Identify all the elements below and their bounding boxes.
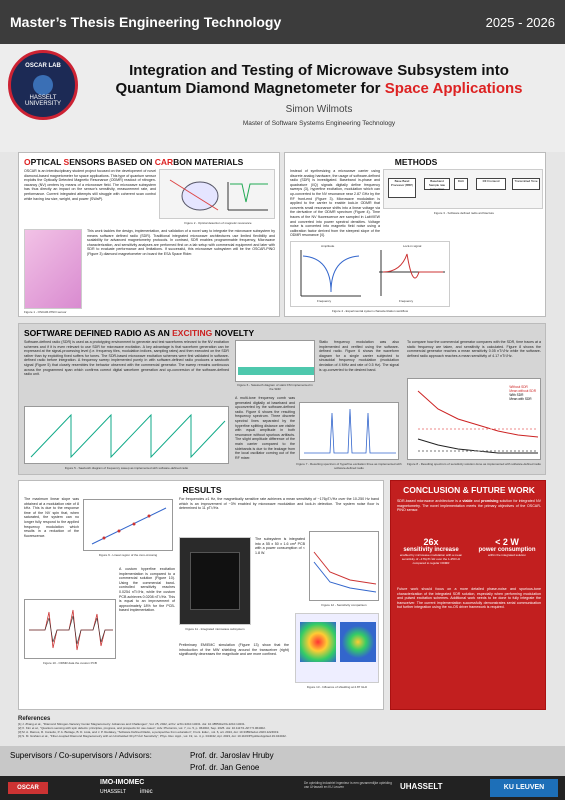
uhasselt-logo: UHASSELT <box>400 782 443 791</box>
c-b1b: viable <box>462 499 473 503</box>
results-body-3: A custom hyperfine excitation implementation is compared to a commercial solution (Figure 10). Using the commercial band-controlled sensitivity reaches 0.0254 nT/√Hz, while the custom PCB achieves 0.0208 nT/√Hz. This is equal to an improvement of approximately 18% for the PCB-based implementation. <box>119 567 175 613</box>
sawtooth-plot <box>25 407 230 465</box>
imo-logo: IMO-IMOMEC <box>100 779 145 786</box>
t-ptical: PTICAL <box>30 157 64 167</box>
program-note: De opleiding industriel ingenieur is een gezamenlijke opleiding van UHasselt en KU Leuven <box>304 781 392 789</box>
block-sample-rate: Baseband Sample rate conversion <box>424 178 450 190</box>
reference-3: [3] M. A. Ramos, R. Coraolio, P. A. Buttage, B. D. Lista, and J. P. Redakey, "Software Defined Radio, a perspective from education", Front. Educ., vol. 6, art. 2024, doi: 10.3389/feduc.2023.1224619. <box>18 730 280 734</box>
fig8-chart <box>407 378 541 460</box>
c-b1a: SDR-based microwave architecture is a <box>397 499 463 503</box>
reference-1: [1] J. Zhang et al., "Diamond Nitrogen-Vacancy Center Magnetometry: Advances and Challenges", Vol. 25, 2022, arXiv: arXiv:2210.13231. doi: 10.48550/arXiv.2210.13231. <box>18 722 246 726</box>
odmr-figure <box>159 169 275 219</box>
oscar-pino-photo <box>24 229 82 309</box>
legend-4: Mean with SDR <box>509 397 532 401</box>
legend-1: Without SDR <box>509 385 528 389</box>
t-o: O <box>24 157 31 167</box>
poster-title <box>84 62 554 98</box>
workflow-amplitude: Amplitude <box>321 244 335 248</box>
fig9-caption: Figure 9 - Linear region of the zero-crossing <box>98 553 158 557</box>
fig7-chart <box>299 402 399 460</box>
affiliation: Master of Software Systems Engineering Technology <box>242 120 396 127</box>
top-bar <box>0 0 565 44</box>
fig4-caption: Figure 4 - Experimental system characterization workflow <box>331 309 409 313</box>
workflow-xlabel-1: Frequency <box>317 299 332 303</box>
fm-plot <box>236 341 316 383</box>
results-body-1: The maximum linear slope was obtained at a modulation rate of 8 kHz. This is due to the response time of the NV spin that, when saturated, the system can no longer fully respond to the applied frequency modulation which results in a reduction of the fluorescence. <box>24 497 79 538</box>
logo-top-text: OSCAR LAB <box>25 63 61 69</box>
block-bbp: Base Band Processor (BBP) <box>388 178 416 198</box>
optical-panel <box>18 152 280 317</box>
t-car: CAR <box>154 157 174 167</box>
fig5-caption: Figure 5 - Sawtooth diagram of frequency sweep as implemented with software-defined radio <box>64 466 189 470</box>
reference-4: [4] S. M. Graham et al., "Fiber-coupled Diamond Magnetometry with an Unshielded 30 pT/√Hz Sensitivity", Phys. Rev. Appl., vol. 19, no. 4, p. 044042, Apr. 2023, doi: 10.1103/PhysRevApplied.19.044042. <box>18 734 287 738</box>
sdr-body-2: Static frequency modulation was also implemented and verified using the software-defined radio. Figure 6 shows the waveform diagram for a single carrier subjected to sinusoidal frequency modulation (modulation deviation of 4 MHz and rate of 0.5 Hz). The signal is up-converted to the desired band. <box>319 340 399 372</box>
workflow-xlabel-2: Frequency <box>399 299 414 303</box>
fig5-chart <box>24 406 229 464</box>
optical-body-2: This work tackles the design, implementation, and validation of a novel way to integrate the microwave subsystem by means software defined radio (SDR). Traditional integrated microwave architectures use limited flexibility and scalability for advanced magnetometry protocols. In contrast, SDR enables programmable frequency, Microwave characterization, and sensitivity analyses are performed first on a lab setup with commercial equipment and later with SDR to evaluate performance and limitations. If successful, this microwave subsystem will be the OSCAR-PINO (Figure 3) diamond magnetometer on board the ESA Space Rider. <box>87 229 275 256</box>
stat2-label: power consumption <box>478 547 536 553</box>
sensitivity-comparison-plot <box>310 532 380 602</box>
fig13-caption: Figure 13 - Influence of shielding at 2.87 GHz <box>306 685 368 689</box>
fig6-chart <box>235 340 315 382</box>
fig8-caption: Figure 8 - Resulting spectrum of sensitivity solution done as implemented with software-defined radio <box>407 462 541 466</box>
sdr-architecture-diagram <box>383 169 543 209</box>
logo-bottom-text: HASSELT UNIVERSITY <box>24 95 61 107</box>
results-title: RESULTS <box>182 485 222 495</box>
supervisor-1: Prof. dr. Jaroslav Hruby <box>190 751 274 760</box>
conclusion-panel <box>390 480 546 710</box>
fig10-caption: Figure 10 - ODMR data the custom PCB <box>43 661 97 665</box>
fig1-caption: Figure 1 - OSCAR-PINO sensor <box>24 310 67 314</box>
fig7-caption: Figure 7 - Resulting spectrum of hyperfine excitation three as implemented with software-defined radio <box>296 462 402 470</box>
odmr-diagram <box>160 170 276 220</box>
sdr-title-c: NOVELTY <box>214 328 255 338</box>
title-line-1: Integration and Testing of Microwave Subsystem into <box>129 62 509 79</box>
fig12-caption: Figure 12 - Sensitivity comparison <box>321 603 367 607</box>
globe-icon <box>33 75 53 95</box>
fig13-simulation <box>295 613 379 683</box>
spectrum-plot <box>300 403 400 461</box>
sdr-body-1: Software-defined radio (SDR) is used as a prototyping environment to generate and test waveforms relevant to the NV excitation schemes and if it is even relevant to use SDR for microwave excitation. A key advantage is that waveform generation can be expressed at the signal-processing level (i.e. frequency tiles, modulation indices, sampling rates) and then executed on the SDR rather than by exploiting fixed suffers for tones. The SDR-based microwave excitation schemes were first validated in software-defined radio before integration. A frequency sweep implemented purely in with software-defined radio produces a sawtooth signal (Figure 5) that closely resembles the behavior observed with the commercial generator. The sweep remains continuous across the programmed span which confirms correct digital waveform generation and up-conversion of the software-defined radio unit. <box>24 340 229 377</box>
uh-small-logo: UHASSELT <box>100 789 127 795</box>
conclusion-body-1 <box>397 499 541 513</box>
t-ensors: ENSORS BASED ON <box>69 157 155 167</box>
methods-title: METHODS <box>394 157 438 167</box>
sdr-title-a: SOFTWARE DEFINED RADIO AS AN <box>24 328 173 338</box>
sdr-title <box>24 328 254 338</box>
references <box>18 716 546 744</box>
title-line-2b: Space Applications <box>384 80 523 97</box>
fig3-caption: Figure 3 - Software defined radio architecture <box>433 211 495 215</box>
pcb-photo <box>179 537 251 625</box>
block-tone: Transmitted Tone <box>512 178 540 190</box>
conclusion-title: CONCLUSION & FUTURE WORK <box>403 485 535 495</box>
sdr-title-b: EXCITING <box>172 328 215 338</box>
references-title: References <box>18 716 51 722</box>
sdr-panel <box>18 323 546 475</box>
methods-body: Instead of synthesizing a microwave carrier using discrete analog hardware, the usage of software-defined radio (SDR) is investigated. Baseband in-phase and quadrature (I/Q) signals digitally define frequency sweeps (3), hyperfine excitation, modulation which can up-converted to the NV resonance near 2.87 GHz by the RF front-end (Figure 3). Microwave modulation is applied to the carrier to enable lock-in ODMR that converts small resonance shifts into a linear voltage via the derivative of the ODMR spectrum (Figure 4). Time traces of the NV fluorescence are sampled in LabVIEW and converted into power spectral densities. Voltage noise is converted into magnetic field noise using a calibration factor derived from the steepest slope of the ODMR resonance [4]. <box>290 169 380 238</box>
reference-2: [2] X. Kim et al., "Quantum sensing with spin defects: principles, progress, and prospects for use cases", Adv. Photonics, vol. 7, no. 5, p. 064002, Sep. 2025. doi: 10.1117/1.AP.7.5.064002. <box>18 726 266 730</box>
fig12-chart <box>309 531 379 601</box>
supervisors-bar <box>0 746 565 776</box>
fig9-chart <box>83 499 173 551</box>
sim-shielded <box>340 622 376 662</box>
workflow-plots <box>291 242 451 308</box>
stat2-sub: within the integrated solution <box>487 553 527 557</box>
results-body-5: Preliminary EM/EMC simulation (Figure 13) show that the introduction of the MW shielding around the transceiver (right) significantly decreases the magnitude and are more confined. <box>179 643 289 657</box>
block-rf-frontend: RF Frontend <box>476 178 506 190</box>
oscar-logo <box>8 50 78 120</box>
results-panel <box>18 480 384 710</box>
author-name: Simon Wilmots <box>285 104 353 115</box>
sdr-body-4: To compare how the commercial generator compares with the SDR, time traces at a static frequency are taken, and sensitivity is calculated. Figure 8 shows the commercial generator reaches a mean sensitivity 0.05 nT/√Hz while the software-defined radio approach reaches a mean sensitivity of 4.17 nT/√Hz. <box>407 340 541 358</box>
sim-unshielded <box>300 622 336 662</box>
t-s: S <box>63 157 70 167</box>
optical-body-1: OSCAR is an interdisciplinary student project focused on the development of novel diamond-based magnetometer for space applications. This type of quantum sensor exploits the Optically Detected Magnetic Resonance (ODMR) readout of nitrogen-vacancy (NV) centers by means of a microwave field. The microwave subsystem has thus directly an impact on the sensor's sensitivity, measurement rate, and performance. Current integrated attempts still struggle with coherent scan control while having low size, weight, and power (SWaP). <box>24 169 156 201</box>
fig2-caption: Figure 2 - Optical detection of magnetic resonance <box>184 221 252 225</box>
supervisor-2: Prof. dr. Jan Genoe <box>190 763 260 772</box>
workflow-lockin: Lock-in signal <box>403 244 422 248</box>
odmr-data-plot <box>25 600 117 660</box>
thesis-label: Master’s Thesis Engineering Technology <box>10 14 282 30</box>
results-body-4: The subsystem is integrated into a 55 x 50 x 1.6 cm³ PCB with a power consumption of < 1.8 W. <box>255 537 305 555</box>
legend-3: With SDR <box>509 393 524 397</box>
c-b1d: promising <box>481 499 499 503</box>
stat1-label: sensitivity increase <box>403 547 459 553</box>
block-dac: DAC <box>454 178 468 190</box>
optical-title <box>24 157 243 167</box>
zero-crossing-plot <box>84 500 174 552</box>
workflow-diagram <box>290 241 450 307</box>
fig11-caption: Figure 11 - Integrated microwave subsystem <box>185 627 245 631</box>
title-area <box>0 44 565 152</box>
results-body-2: For frequencies ≥1 Hz, the magnetically sensitive rate achieves a mean sensitivity of ~176pT/√Hz over the 10-250 Hz band which is an improvement of ~3% enabled by microwave modulation and lock-in detection. The system noise floor is determined to 11 pT/√Hz. <box>179 497 379 511</box>
methods-panel <box>284 152 546 317</box>
sdr-body-3: A multi-tone frequency comb was generated digitally at baseband and upconverted by the software-defined radio. Figure 6 shows the resulting frequency spectrum. Three discrete spectral lines separated by the hyperfine splitting distance are visible with equal amplitude in both resonance without spurious artifacts. The slight amplitude difference of the main carrier compared to the sidebands is due to the leakage from the local oscillator coming out of the RF mixer. <box>235 396 295 460</box>
t-bon: BON MATERIALS <box>173 157 244 167</box>
oscar-footer-logo: OSCAR <box>8 782 48 794</box>
c-b1e: solution for integrated NV magnetometry. The novel implementation meets the primary objectives of the OSCAR-PINO sensor. <box>397 499 541 513</box>
fig8-legend <box>509 385 536 401</box>
c-b1c: and <box>472 499 482 503</box>
legend-2: Mean without SDR <box>509 389 536 393</box>
stat-sensitivity <box>395 537 467 565</box>
conclusion-body-2: Future work should focus on a more detailed phase-noise and spurious-tone characterization of the integrated SDR solution, especially when performing modulation and pulsed excitation schemes. Additional work needs to be done to fully integrate the transceiver. The current implementation successfully demonstrates serial communication but further integration using the no-OS driver framework is required. <box>397 587 541 610</box>
kuleuven-logo: KU LEUVEN <box>490 779 558 797</box>
fig6-caption: Figure 6 - Sawtooth diagram of static FM implemented in the SDR <box>237 383 313 391</box>
year-label: 2025 - 2026 <box>485 14 555 30</box>
title-line-2 <box>84 80 554 98</box>
fig10-chart <box>24 599 116 659</box>
stat1-sub: enabled by microwave modulation with a mean sensitivity of ~176pT/√Hz over the 1-250 Hz compared to regular ODMR <box>399 553 463 565</box>
pcb-board <box>190 552 240 610</box>
supervisors-label: Supervisors / Co-supervisors / Advisors: <box>10 751 152 760</box>
imec-logo: imec <box>140 789 153 795</box>
title-line-2a: Quantum Diamond Magnetometer for <box>115 80 385 97</box>
stat1-value: 26x <box>423 537 439 547</box>
stat-power <box>471 537 543 557</box>
footer <box>0 776 565 800</box>
stat2-value: < 2 W <box>495 537 519 547</box>
